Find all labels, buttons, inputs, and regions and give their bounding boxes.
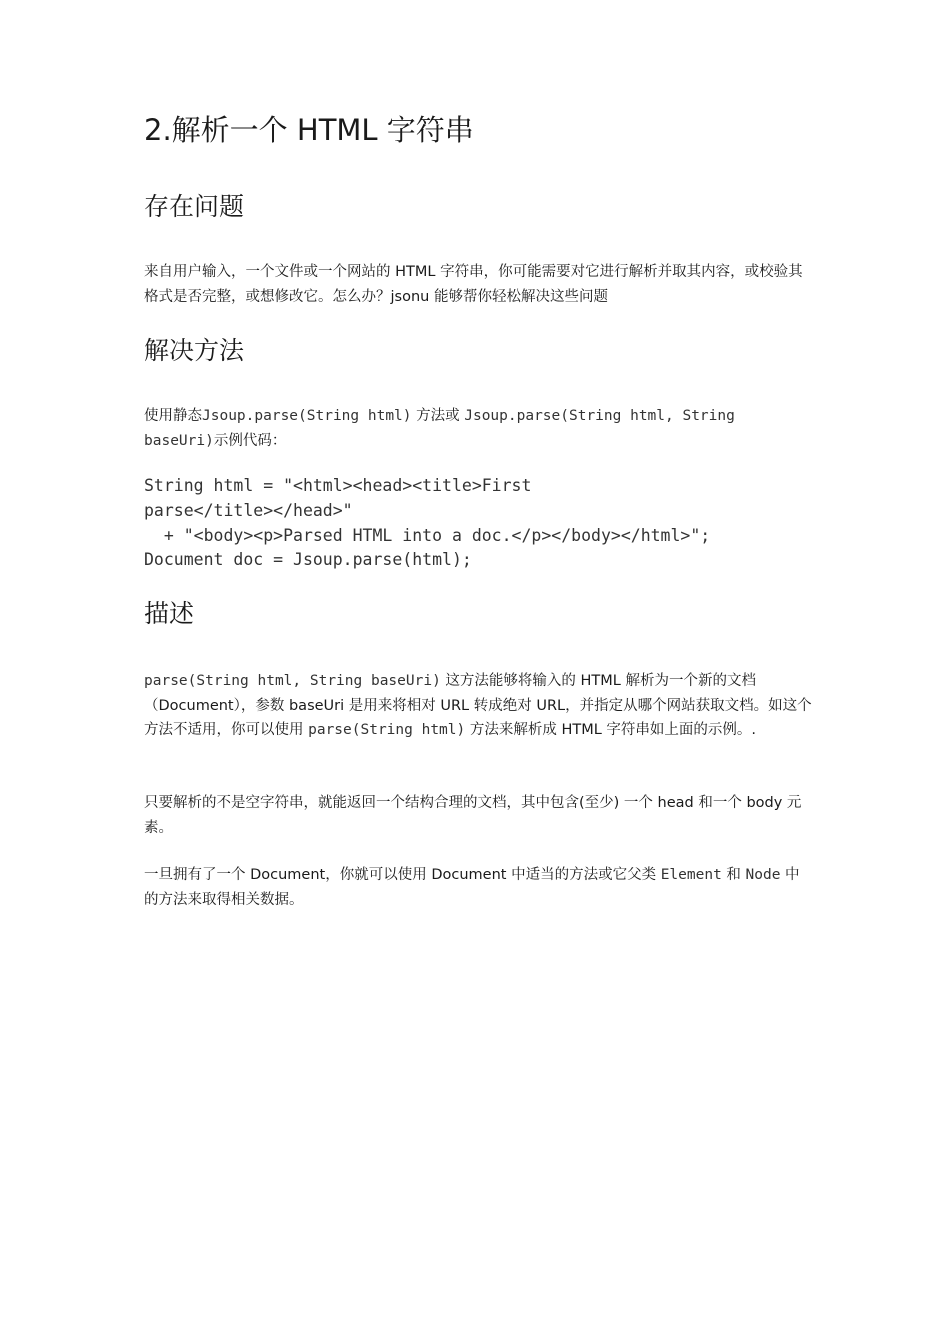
solution-intro-suffix: 示例代码： (213, 432, 287, 449)
code-line: String html = "<html><head><title>First (144, 476, 532, 495)
description-text-2: 方法来解析成 HTML 字符串如上面的示例。. (465, 722, 757, 738)
description-paragraph-1 (144, 669, 812, 743)
solution-intro-code-1: Jsoup.parse(String html) (202, 408, 412, 424)
description-p3-code-1: Element (660, 867, 722, 883)
problem-paragraph: 来自用户输入，一个文件或一个网站的 HTML 字符串，你可能需要对它进行解析并取其内容，或校验其格式是否完整，或想修改它。怎么办？jsonu 能够帮你轻松解决这些问题 (144, 264, 803, 305)
code-line: + "<body><p>Parsed HTML into a doc.</p></body></html>"; (144, 525, 711, 545)
description-text-1: 这方法能够将输入的 HTML 解析为一个新的文档（Document），参数 baseUri 是用来将相对 URL 转成绝对 URL，并指定从哪个网站获取文档。如这个方法不适用，你可以使用 (144, 673, 812, 738)
description-paragraph-2: 只要解析的不是空字符串，就能返回一个结构合理的文档，其中包含(至少) 一个 head 和一个 body 元素。 (144, 795, 802, 836)
heading-solution: 解决方法 (144, 336, 245, 365)
code-line: parse</title></head>" (144, 500, 353, 520)
solution-intro-prefix: 使用静态 (144, 408, 202, 424)
heading-description: 描述 (144, 599, 195, 628)
solution-intro-mid: 方法或 (411, 408, 465, 424)
description-p3-text-1: 一旦拥有了一个 Document，你就可以使用 Document 中适当的方法或它父类 (144, 867, 661, 883)
heading-problem: 存在问题 (144, 192, 245, 221)
description-code-1: parse(String html, String baseUri) (144, 673, 441, 689)
solution-intro-code-2: Jsoup.parse(String html, String baseUri) (144, 408, 735, 449)
description-paragraph-3 (144, 863, 812, 912)
code-block (144, 474, 824, 573)
code-line: Document doc = Jsoup.parse(html); (144, 550, 472, 570)
page-title: 2.解析一个 HTML 字符串 (144, 113, 474, 147)
description-code-2: parse(String html) (308, 722, 466, 738)
description-p3-text-2: 和 (721, 867, 746, 883)
description-p3-text-3: 中的方法来取得相关数据。 (144, 867, 800, 908)
solution-intro-paragraph (144, 404, 812, 453)
description-p3-code-2: Node (745, 867, 781, 883)
